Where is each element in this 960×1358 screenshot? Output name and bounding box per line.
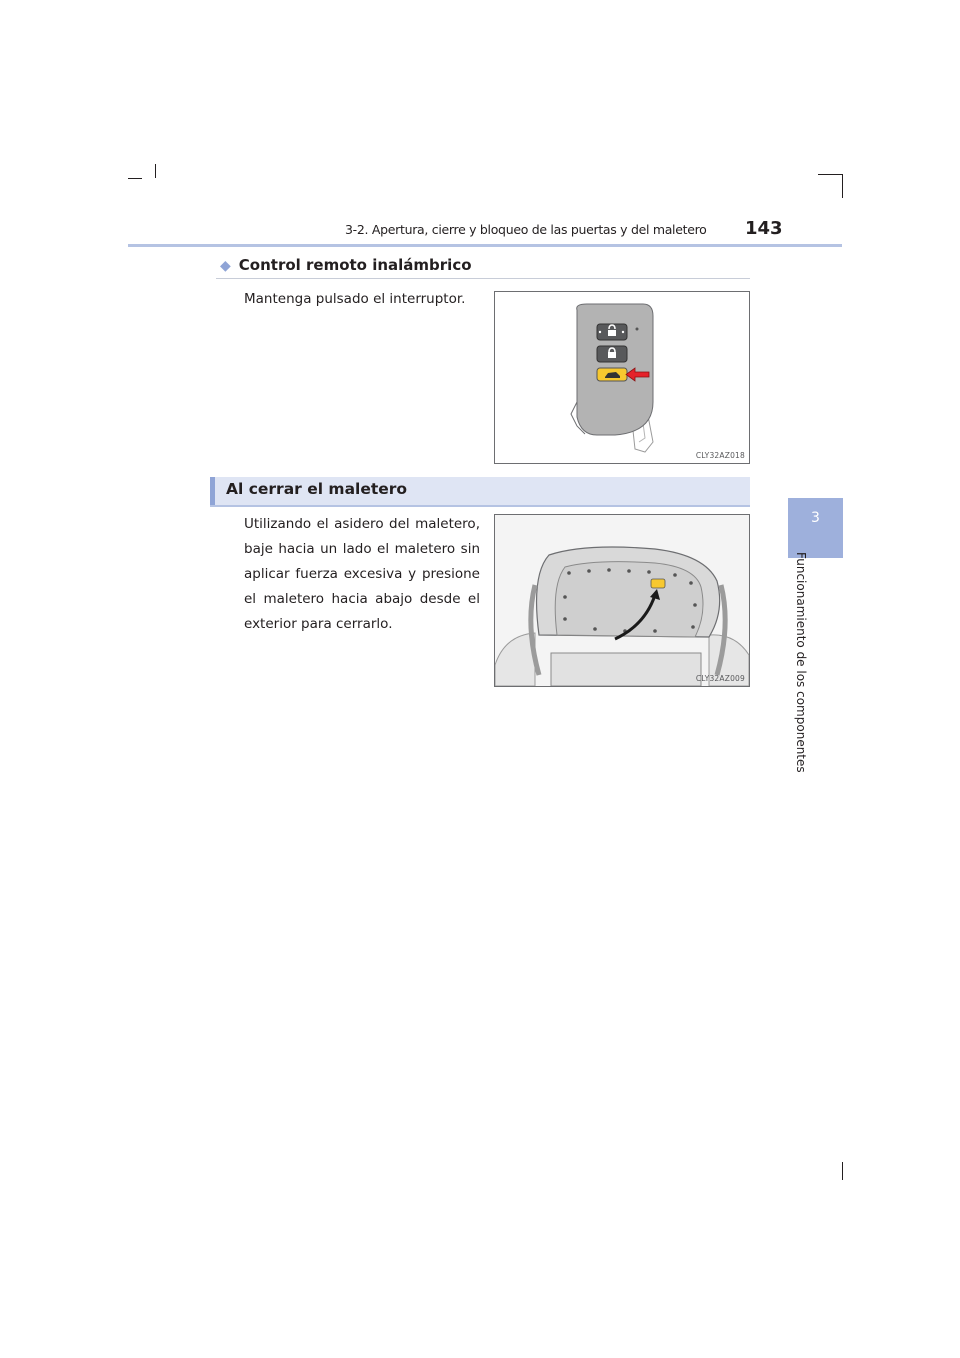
chapter-name: Funcionamiento de los componentes bbox=[794, 552, 808, 773]
figure-code: CLY32AZ018 bbox=[695, 451, 745, 460]
key-fob-illustration bbox=[495, 292, 749, 463]
crop-mark bbox=[842, 174, 843, 198]
trunk-illustration bbox=[495, 515, 749, 686]
section-title: Al cerrar el maletero bbox=[226, 480, 408, 498]
chapter-tab bbox=[788, 498, 843, 558]
figure-code: CLY32AZ009 bbox=[695, 674, 745, 683]
chapter-number: 3 bbox=[811, 510, 820, 526]
crop-mark bbox=[155, 164, 156, 178]
subsection-rule bbox=[216, 278, 750, 279]
section-rule bbox=[210, 505, 750, 507]
crop-mark bbox=[128, 178, 142, 179]
subsection-heading bbox=[220, 256, 472, 274]
header-section-title: 3-2. Apertura, cierre y bloqueo de las puertas y del maletero bbox=[345, 222, 707, 237]
page-number: 143 bbox=[745, 218, 783, 239]
key-fob-figure bbox=[494, 291, 750, 464]
header-rule bbox=[128, 244, 842, 247]
remote-instruction: Mantenga pulsado el interruptor. bbox=[244, 291, 466, 307]
crop-mark bbox=[818, 174, 842, 175]
subsection-heading-text: Control remoto inalámbrico bbox=[238, 256, 472, 274]
closing-instructions: Utilizando el asidero del maletero, baje hacia un lado el maletero sin aplicar fuerza excesiva y presione el maletero hacia abajo desde el exterior para cerrarlo. bbox=[244, 516, 480, 632]
diamond-icon: ◆ bbox=[220, 258, 231, 274]
trunk-handle bbox=[651, 579, 665, 588]
section-title-accent bbox=[210, 477, 215, 505]
trunk-figure bbox=[494, 514, 750, 687]
crop-mark bbox=[842, 1162, 843, 1180]
